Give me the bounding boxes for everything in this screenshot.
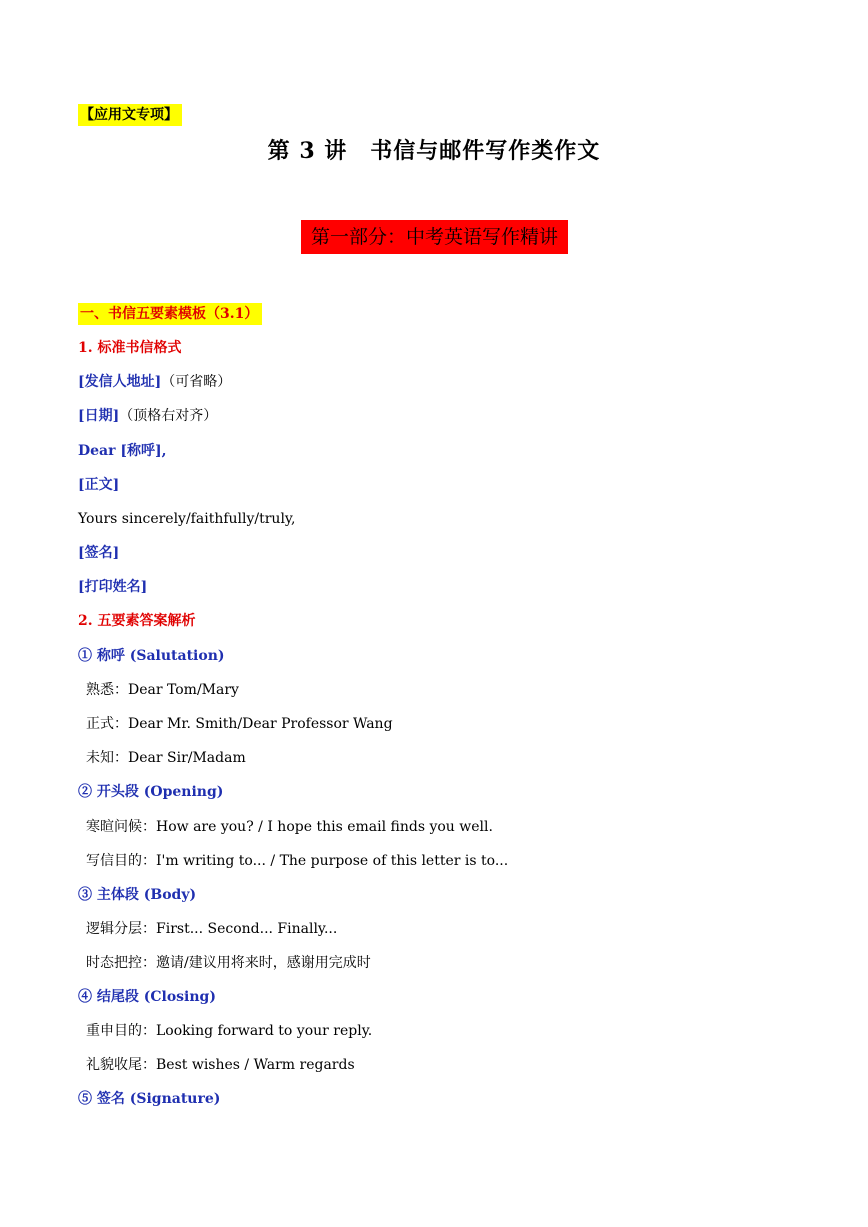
signature-template: [签名] <box>78 545 120 561</box>
element-opening-heading: ② 开头段 (Opening) <box>78 784 224 800</box>
list-item <box>86 851 508 871</box>
sender-line <box>78 372 231 392</box>
body-template: [正文] <box>78 477 120 493</box>
format-heading: 1. 标准书信格式 <box>78 340 182 356</box>
element-salutation-heading: ① 称呼 (Salutation) <box>78 648 225 664</box>
item-value: How are you? / I hope this email finds you well. <box>156 819 493 835</box>
item-value: I'm writing to... / The purpose of this letter is to... <box>156 853 509 869</box>
list-item <box>86 714 393 734</box>
item-key: 时态把控： <box>86 955 156 971</box>
analysis-heading: 2. 五要素答案解析 <box>78 613 196 629</box>
salutation-template: Dear [称呼], <box>78 443 167 459</box>
list-item <box>86 953 371 973</box>
item-value: Best wishes / Warm regards <box>156 1057 355 1073</box>
list-item <box>86 1055 355 1075</box>
item-key: 逻辑分层： <box>86 921 156 937</box>
item-value: First... Second... Finally... <box>156 921 338 937</box>
item-value: Looking forward to your reply. <box>156 1023 373 1039</box>
closing-template: Yours sincerely/faithfully/truly, <box>78 511 296 527</box>
item-key: 礼貌收尾： <box>86 1057 156 1073</box>
item-key: 正式： <box>86 716 128 732</box>
list-item <box>86 919 337 939</box>
element-signature-heading: ⑤ 签名 (Signature) <box>78 1091 221 1107</box>
list-item <box>86 680 239 700</box>
item-value: Dear Sir/Madam <box>128 750 246 766</box>
sender-note: （可省略） <box>161 374 232 390</box>
list-item <box>86 748 246 768</box>
date-label: [日期] <box>78 408 120 424</box>
item-key: 寒暄问候： <box>86 819 156 835</box>
list-item <box>86 817 493 837</box>
item-key: 熟悉： <box>86 682 128 698</box>
item-value: 邀请/建议用将来时，感谢用完成时 <box>156 955 371 971</box>
list-item <box>86 1021 372 1041</box>
item-key: 写信目的： <box>86 853 156 869</box>
date-line <box>78 406 217 426</box>
date-note: （顶格右对齐） <box>119 408 218 424</box>
element-closing-heading: ④ 结尾段 (Closing) <box>78 989 216 1005</box>
item-key: 未知： <box>86 750 128 766</box>
item-value: Dear Mr. Smith/Dear Professor Wang <box>128 716 393 732</box>
section-heading: 一、书信五要素模板（3.1） <box>78 303 262 325</box>
page-title: 第 3 讲 书信与邮件写作类作文 <box>267 138 601 164</box>
element-body-heading: ③ 主体段 (Body) <box>78 887 197 903</box>
item-key: 重申目的： <box>86 1023 156 1039</box>
item-value: Dear Tom/Mary <box>128 682 239 698</box>
printed-name-template: [打印姓名] <box>78 579 148 595</box>
part-banner: 第一部分：中考英语写作精讲 <box>301 220 568 254</box>
sender-label: [发信人地址] <box>78 374 162 390</box>
category-tag: 【应用文专项】 <box>78 104 182 126</box>
